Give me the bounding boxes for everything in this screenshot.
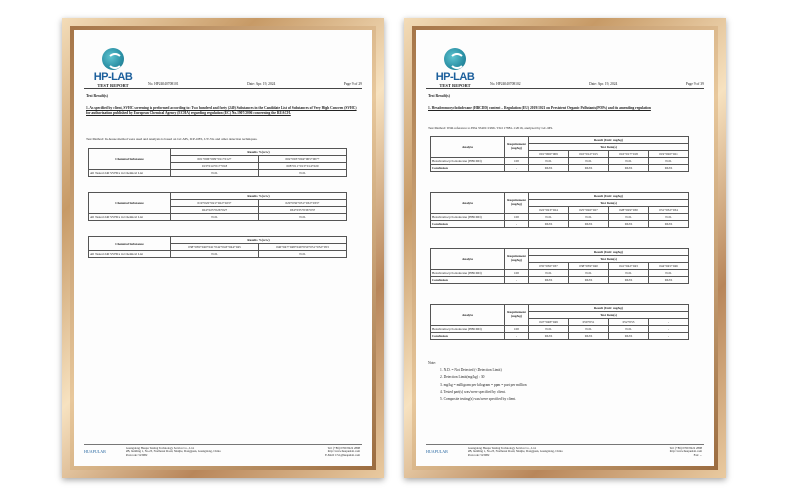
left-report-page	[74, 30, 372, 466]
conclusion-value: PASS	[609, 277, 649, 284]
test-item: 019+020+021	[649, 151, 689, 158]
logo-text: HP-LAB	[93, 71, 133, 83]
svhc-intro: 1. As specified by client, SVHC screening is performed according to: Two hundred and forty (240) Substances in the Candidate List of Substances of Very High Concern (SVHC) for authorization published by European Chemical Agency (ECHA) regarding regulation (EC) No.1907/2006 concerning the REACH.	[86, 106, 357, 115]
result-value: N.D.	[171, 251, 259, 258]
row-label: All Tested 240 SVHCs in Chemical List	[89, 251, 171, 258]
col-header-results: Results %(w/w)	[171, 193, 347, 200]
test-item: 008+011+013+014+020	[259, 163, 347, 170]
row-label: All Tested 240 SVHCs in Chemical List	[89, 214, 171, 221]
result-value: N.D.	[529, 270, 569, 277]
footer-address	[468, 447, 563, 458]
test-item: 001+006+009+011+012+	[171, 156, 259, 163]
footer-brand: HUAPULAB	[84, 449, 106, 454]
conclusion-label: Conclusion	[431, 165, 505, 172]
analyte-name: Hexabromocyclododecane (HBCDD)	[431, 214, 505, 221]
report-label: TEST REPORT	[97, 83, 129, 88]
hp-lab-logo	[88, 48, 138, 88]
col-header-analyte: Analyte	[431, 249, 505, 270]
dash: -	[505, 165, 529, 172]
requirement-value: 100	[505, 270, 529, 277]
footer-company: Guangdong Huapu Testing Technology Service Co., Ltd.	[468, 445, 537, 450]
result-value: N.D.	[609, 326, 649, 333]
result-value: N.D.	[609, 214, 649, 221]
result-value: N.D.	[569, 158, 609, 165]
col-header-substance: Chemical Substance	[89, 193, 171, 214]
dash: -	[505, 277, 529, 284]
header-divider	[426, 88, 704, 89]
result-value: N.D.	[569, 214, 609, 221]
notes-block	[428, 360, 527, 403]
requirement-value: 100	[505, 326, 529, 333]
report-header	[490, 82, 704, 86]
conclusion-value: PASS	[529, 165, 569, 172]
report-date: Date: Apr. 19, 2024	[589, 82, 618, 86]
hbcdd-intro: 1. Hexabromocyclododecane (HBCDD) content – Regulation (EU) 2019/1021 on Persistent Organic Pollutants(POPs) and its amending regulation	[428, 106, 651, 110]
col-header-analyte: Analyte	[431, 137, 505, 158]
conclusion-value: PASS	[569, 333, 609, 340]
test-item: -	[649, 319, 689, 326]
col-header-result: Result (Unit: mg/kg)	[529, 305, 689, 312]
col-header-requirement: Requirement (mg/kg)	[505, 305, 529, 326]
footer-street: #B, building 1, No.23, Northeast Road, Shuijie, Dongguan, Guangdong, China	[468, 449, 563, 454]
logo-emblem-icon	[102, 48, 124, 70]
result-value: N.D.	[609, 158, 649, 165]
col-header-test-items: Test Item(s)	[529, 312, 689, 319]
analyte-name: Hexabromocyclododecane (HBCDD)	[431, 326, 505, 333]
hbcdd-table-4	[430, 304, 689, 340]
result-value: -	[649, 326, 689, 333]
hbcdd-table-2	[430, 192, 689, 228]
footer-email: E-Mail: CS1@huapulab.com	[325, 453, 360, 458]
footer-company: Guangdong Huapu Testing Technology Service Co., Ltd.	[126, 445, 195, 450]
page-number: Page 9 of 29	[343, 82, 362, 86]
section-title: Test Result(s)	[86, 94, 108, 98]
col-header-results: Results %(w/w)	[171, 237, 347, 244]
test-item: 046+047+048+049+050+051+052+053	[259, 244, 347, 251]
page-number: Page 9 of 39	[685, 82, 704, 86]
test-item: 038+039+040	[569, 263, 609, 270]
col-header-requirement: Requirement (mg/kg)	[505, 249, 529, 270]
col-header-result: Result (Unit: mg/kg)	[529, 137, 689, 144]
svhc-table-2	[88, 192, 347, 221]
svhc-table-3	[88, 236, 347, 258]
test-method: Test Method: In-house method were used and Analysis is based on GC-MS, ICP-OES, UV-Vis and other detection techniques.	[86, 137, 258, 141]
hbcdd-table-1	[430, 136, 689, 172]
test-item: 035+036+037	[529, 263, 569, 270]
test-item: 016+017+018	[609, 151, 649, 158]
result-value: N.D.	[259, 251, 347, 258]
logo-emblem-icon	[444, 48, 466, 70]
conclusion-value: PASS	[649, 277, 689, 284]
result-value: N.D.	[609, 270, 649, 277]
test-item: 022+023+024	[529, 207, 569, 214]
test-item: 001+006+009	[529, 151, 569, 158]
hbcdd-table-3	[430, 248, 689, 284]
col-header-analyte: Analyte	[431, 305, 505, 326]
footer-brand: HUAPULAB	[426, 449, 448, 454]
report-label: TEST REPORT	[439, 83, 471, 88]
test-item: 010+012+015	[569, 151, 609, 158]
header-divider	[84, 88, 362, 89]
result-value: N.D.	[649, 214, 689, 221]
footer-tel: Tel: (+86) 0769 8222 2898	[327, 445, 360, 450]
dash: -	[505, 221, 529, 228]
conclusion-label: Conclusion	[431, 277, 505, 284]
conclusion-value: PASS	[609, 165, 649, 172]
note-item: 4. Tested part(s) was/were specified by client.	[440, 389, 506, 394]
footer-postcode: Postcode: 523982	[468, 453, 490, 458]
result-value: N.D.	[649, 158, 689, 165]
test-item: 024+025+026+027	[171, 207, 259, 214]
section-title: Test Result(s)	[428, 94, 450, 98]
hp-lab-logo	[430, 48, 480, 88]
conclusion-value: PASS	[529, 333, 569, 340]
footer-web: http://www.huapuslab.com	[327, 449, 360, 454]
right-report-page	[416, 30, 714, 466]
col-header-substance: Chemical Substance	[89, 237, 171, 251]
conclusion-value: PASS	[649, 221, 689, 228]
col-header-substance: Chemical Substance	[89, 149, 171, 170]
test-item: 002+003+004+005+007+	[259, 156, 347, 163]
conclusion-value: PASS	[609, 333, 649, 340]
col-header-result: Result (Unit: mg/kg)	[529, 193, 689, 200]
result-value: N.D.	[171, 170, 259, 177]
note-item: 5. Composite testing(s) was/were specified by client.	[440, 397, 517, 402]
conclusion-value: PASS	[609, 221, 649, 228]
result-value: N.D.	[569, 270, 609, 277]
report-date: Date: Apr. 19, 2024	[247, 82, 276, 86]
result-value: N.D.	[649, 270, 689, 277]
result-value: N.D.	[259, 170, 347, 177]
footer-contact	[325, 447, 360, 458]
test-item: 013+014+017+018	[171, 163, 259, 170]
test-item: 041+042+043	[609, 263, 649, 270]
test-item: 050+051	[569, 319, 609, 326]
col-header-test-items: Test Item(s)	[529, 200, 689, 207]
logo-text: HP-LAB	[435, 71, 475, 83]
footer-web: http://www.huapuslab.com	[669, 449, 702, 454]
report-number: No. HP24040708101	[148, 82, 179, 86]
conclusion-value: PASS	[569, 277, 609, 284]
col-header-test-items: Test Item(s)	[529, 256, 689, 263]
result-value: N.D.	[259, 214, 347, 221]
test-item: 025+026+027	[569, 207, 609, 214]
test-item: 019+020+021+022+023+	[171, 200, 259, 207]
footer-address	[126, 447, 221, 458]
left-certificate-frame	[62, 18, 384, 478]
conclusion-label: Conclusion	[431, 333, 505, 340]
test-item: 038+039+040+041+042+043+044+045	[171, 244, 259, 251]
test-item: 044+045+046	[649, 263, 689, 270]
col-header-requirement: Requirement (mg/kg)	[505, 137, 529, 158]
col-header-analyte: Analyte	[431, 193, 505, 214]
conclusion-value: -	[649, 333, 689, 340]
conclusion-value: PASS	[569, 165, 609, 172]
row-label: All Tested 240 SVHCs in Chemical List	[89, 170, 171, 177]
conclusion-value: PASS	[529, 277, 569, 284]
result-value: N.D.	[171, 214, 259, 221]
note-item: 3. mg/kg = milligram per kilogram = ppm = part per million	[440, 382, 527, 387]
result-value: N.D.	[529, 326, 569, 333]
conclusion-value: PASS	[649, 165, 689, 172]
col-header-test-items: Test Item(s)	[529, 144, 689, 151]
report-header	[148, 82, 362, 86]
notes-title: Note:	[428, 361, 436, 365]
footer-postcode: Postcode: 523982	[126, 453, 148, 458]
result-value: N.D.	[529, 214, 569, 221]
conclusion-value: PASS	[529, 221, 569, 228]
requirement-value: 100	[505, 214, 529, 221]
report-number: No. HP24040708102	[490, 82, 521, 86]
footer-fax: Fax: ...	[693, 453, 702, 458]
right-certificate-frame	[404, 18, 726, 478]
result-value: N.D.	[529, 158, 569, 165]
test-item: 028+029+030	[609, 207, 649, 214]
footer-contact	[670, 447, 702, 458]
test-item: 034+035+036+037	[259, 207, 347, 214]
svhc-table-1	[88, 148, 347, 177]
test-item: 029+030+031+032+033+	[259, 200, 347, 207]
conclusion-value: PASS	[569, 221, 609, 228]
note-item: 1. N.D. = Not Detected (<Detection Limit)	[440, 368, 502, 373]
col-header-requirement: Requirement (mg/kg)	[505, 193, 529, 214]
footer-divider	[426, 444, 704, 445]
requirement-value: 100	[505, 158, 529, 165]
test-item: 031+032+034	[649, 207, 689, 214]
col-header-results: Results %(w/w)	[171, 149, 347, 156]
footer-tel: Tel: (+86) 0769 8222 2898	[669, 445, 702, 450]
test-item: 052+053	[609, 319, 649, 326]
result-value: N.D.	[569, 326, 609, 333]
test-item: 047+048+049	[529, 319, 569, 326]
col-header-result: Result (Unit: mg/kg)	[529, 249, 689, 256]
footer-street: #B, building 1, No.23, Northeast Road, Shuijie, Dongguan, Guangdong, China	[126, 449, 221, 454]
conclusion-label: Conclusion	[431, 221, 505, 228]
analyte-name: Hexabromocyclododecane (HBCDD)	[431, 270, 505, 277]
dash: -	[505, 333, 529, 340]
test-method: Test Method: With reference to EPA 3540C:1996 / ISO 17881-1:2016, analyzed by GC-MS.	[428, 126, 554, 130]
analyte-name: Hexabromocyclododecane (HBCDD)	[431, 158, 505, 165]
footer-divider	[84, 444, 362, 445]
note-item: 2. Detection Limit(mg/kg) : 30	[440, 375, 485, 380]
